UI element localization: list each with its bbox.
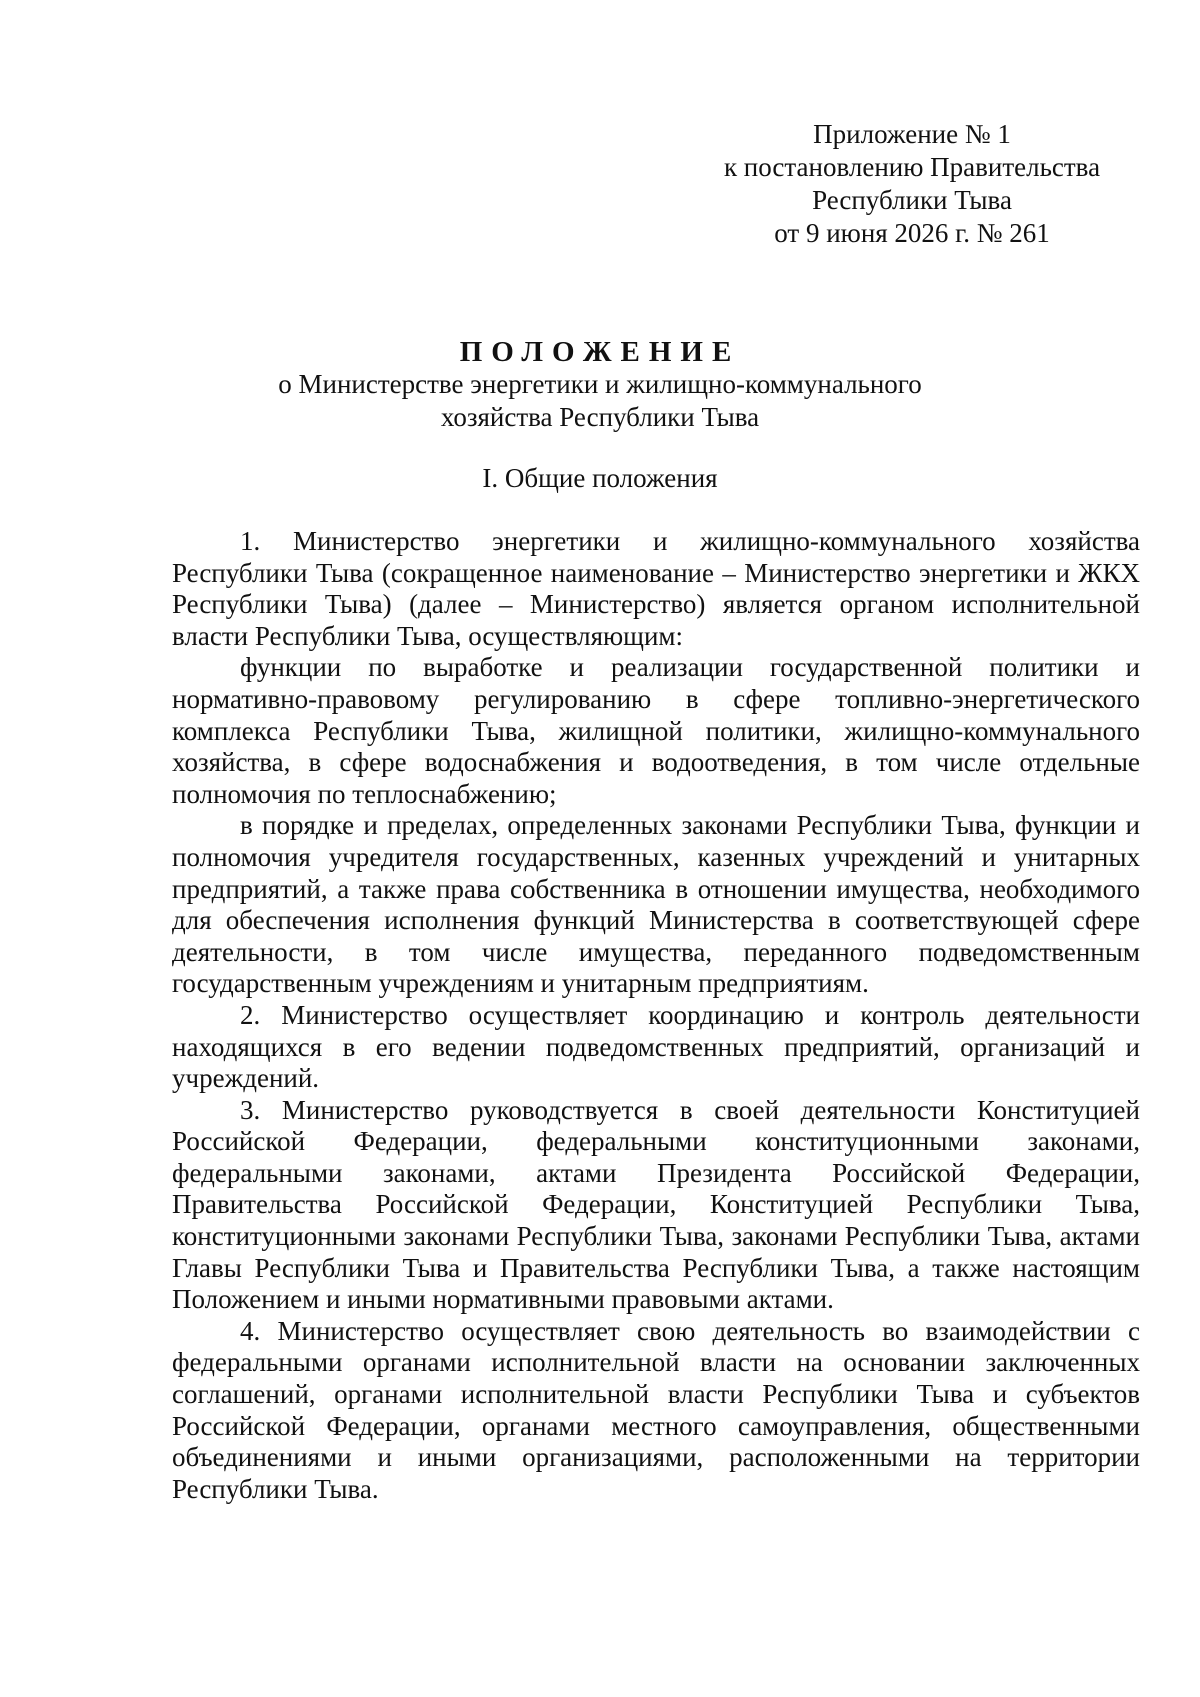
paragraph-3: 3. Министерство руководствуется в своей деятельности Конституцией Российской Федерации, федеральными конституционными законами, федеральными законами, актами Президента Российской Федерации, Правительства Российской Федерации, Конституцией Республики Тыва, конституционными законами Республики Тыва, законами Республики Тыва, актами Главы Республики Тыва и Правительства Республики Тыва, а также настоящим Положением и иными нормативными правовыми актами. bbox=[172, 1094, 1140, 1315]
paragraph-1: 1. Министерство энергетики и жилищно-коммунального хозяйства Республики Тыва (сокращенное наименование – Министерство энергетики и ЖКХ Республики Тыва) (далее – Министерство) является органом исполнительной власти Республики Тыва, осуществляющим: bbox=[172, 526, 1140, 651]
appendix-resolution-ref: к постановлению Правительства bbox=[723, 152, 1101, 182]
section-heading: I. Общие положения bbox=[482, 463, 718, 493]
document-subtitle bbox=[160, 368, 1040, 434]
paragraph-4: 4. Министерство осуществляет свою деятельность во взаимодействии с федеральными органами исполнительной власти на основании заключенных соглашений, органами исполнительной власти Республики Тыва и субъектов Российской Федерации, органами местного самоуправления, общественными объединениями и иными организациями, расположенными на территории Республики Тыва. bbox=[172, 1315, 1140, 1504]
appendix-number: Приложение № 1 bbox=[813, 119, 1011, 149]
paragraph-1-founder-functions: в порядке и пределах, определенных законами Республики Тыва, функции и полномочия учредителя государственных, казенных учреждений и унитарных предприятий, а также права собственника в отношении имущества, необходимого для обеспечения исполнения функций Министерства в соответствующей сфере деятельности, в том числе имущества, переданного подведомственным государственным учреждениям и унитарным предприятиям. bbox=[172, 810, 1140, 999]
document-body bbox=[172, 526, 1140, 1505]
document-title: ПОЛОЖЕНИЕ bbox=[459, 336, 741, 368]
appendix-header bbox=[722, 118, 1102, 250]
subtitle-line-1: о Министерстве энергетики и жилищно-коммунального bbox=[278, 369, 922, 399]
paragraph-1-function-policy: функции по выработке и реализации государственной политики и нормативно-правовому регулированию в сфере топливно-энергетического комплекса Республики Тыва, жилищной политики, жилищно-коммунального хозяйства, в сфере водоснабжения и водоотведения, в том числе отдельные полномочия по теплоснабжению; bbox=[172, 652, 1140, 809]
appendix-region: Республики Тыва bbox=[812, 185, 1012, 215]
paragraph-2: 2. Министерство осуществляет координацию и контроль деятельности находящихся в его ведении подведомственных предприятий, организаций и учреждений. bbox=[172, 999, 1140, 1094]
appendix-date-number: от 9 июня 2026 г. № 261 bbox=[774, 218, 1050, 248]
subtitle-line-2: хозяйства Республики Тыва bbox=[440, 402, 760, 432]
